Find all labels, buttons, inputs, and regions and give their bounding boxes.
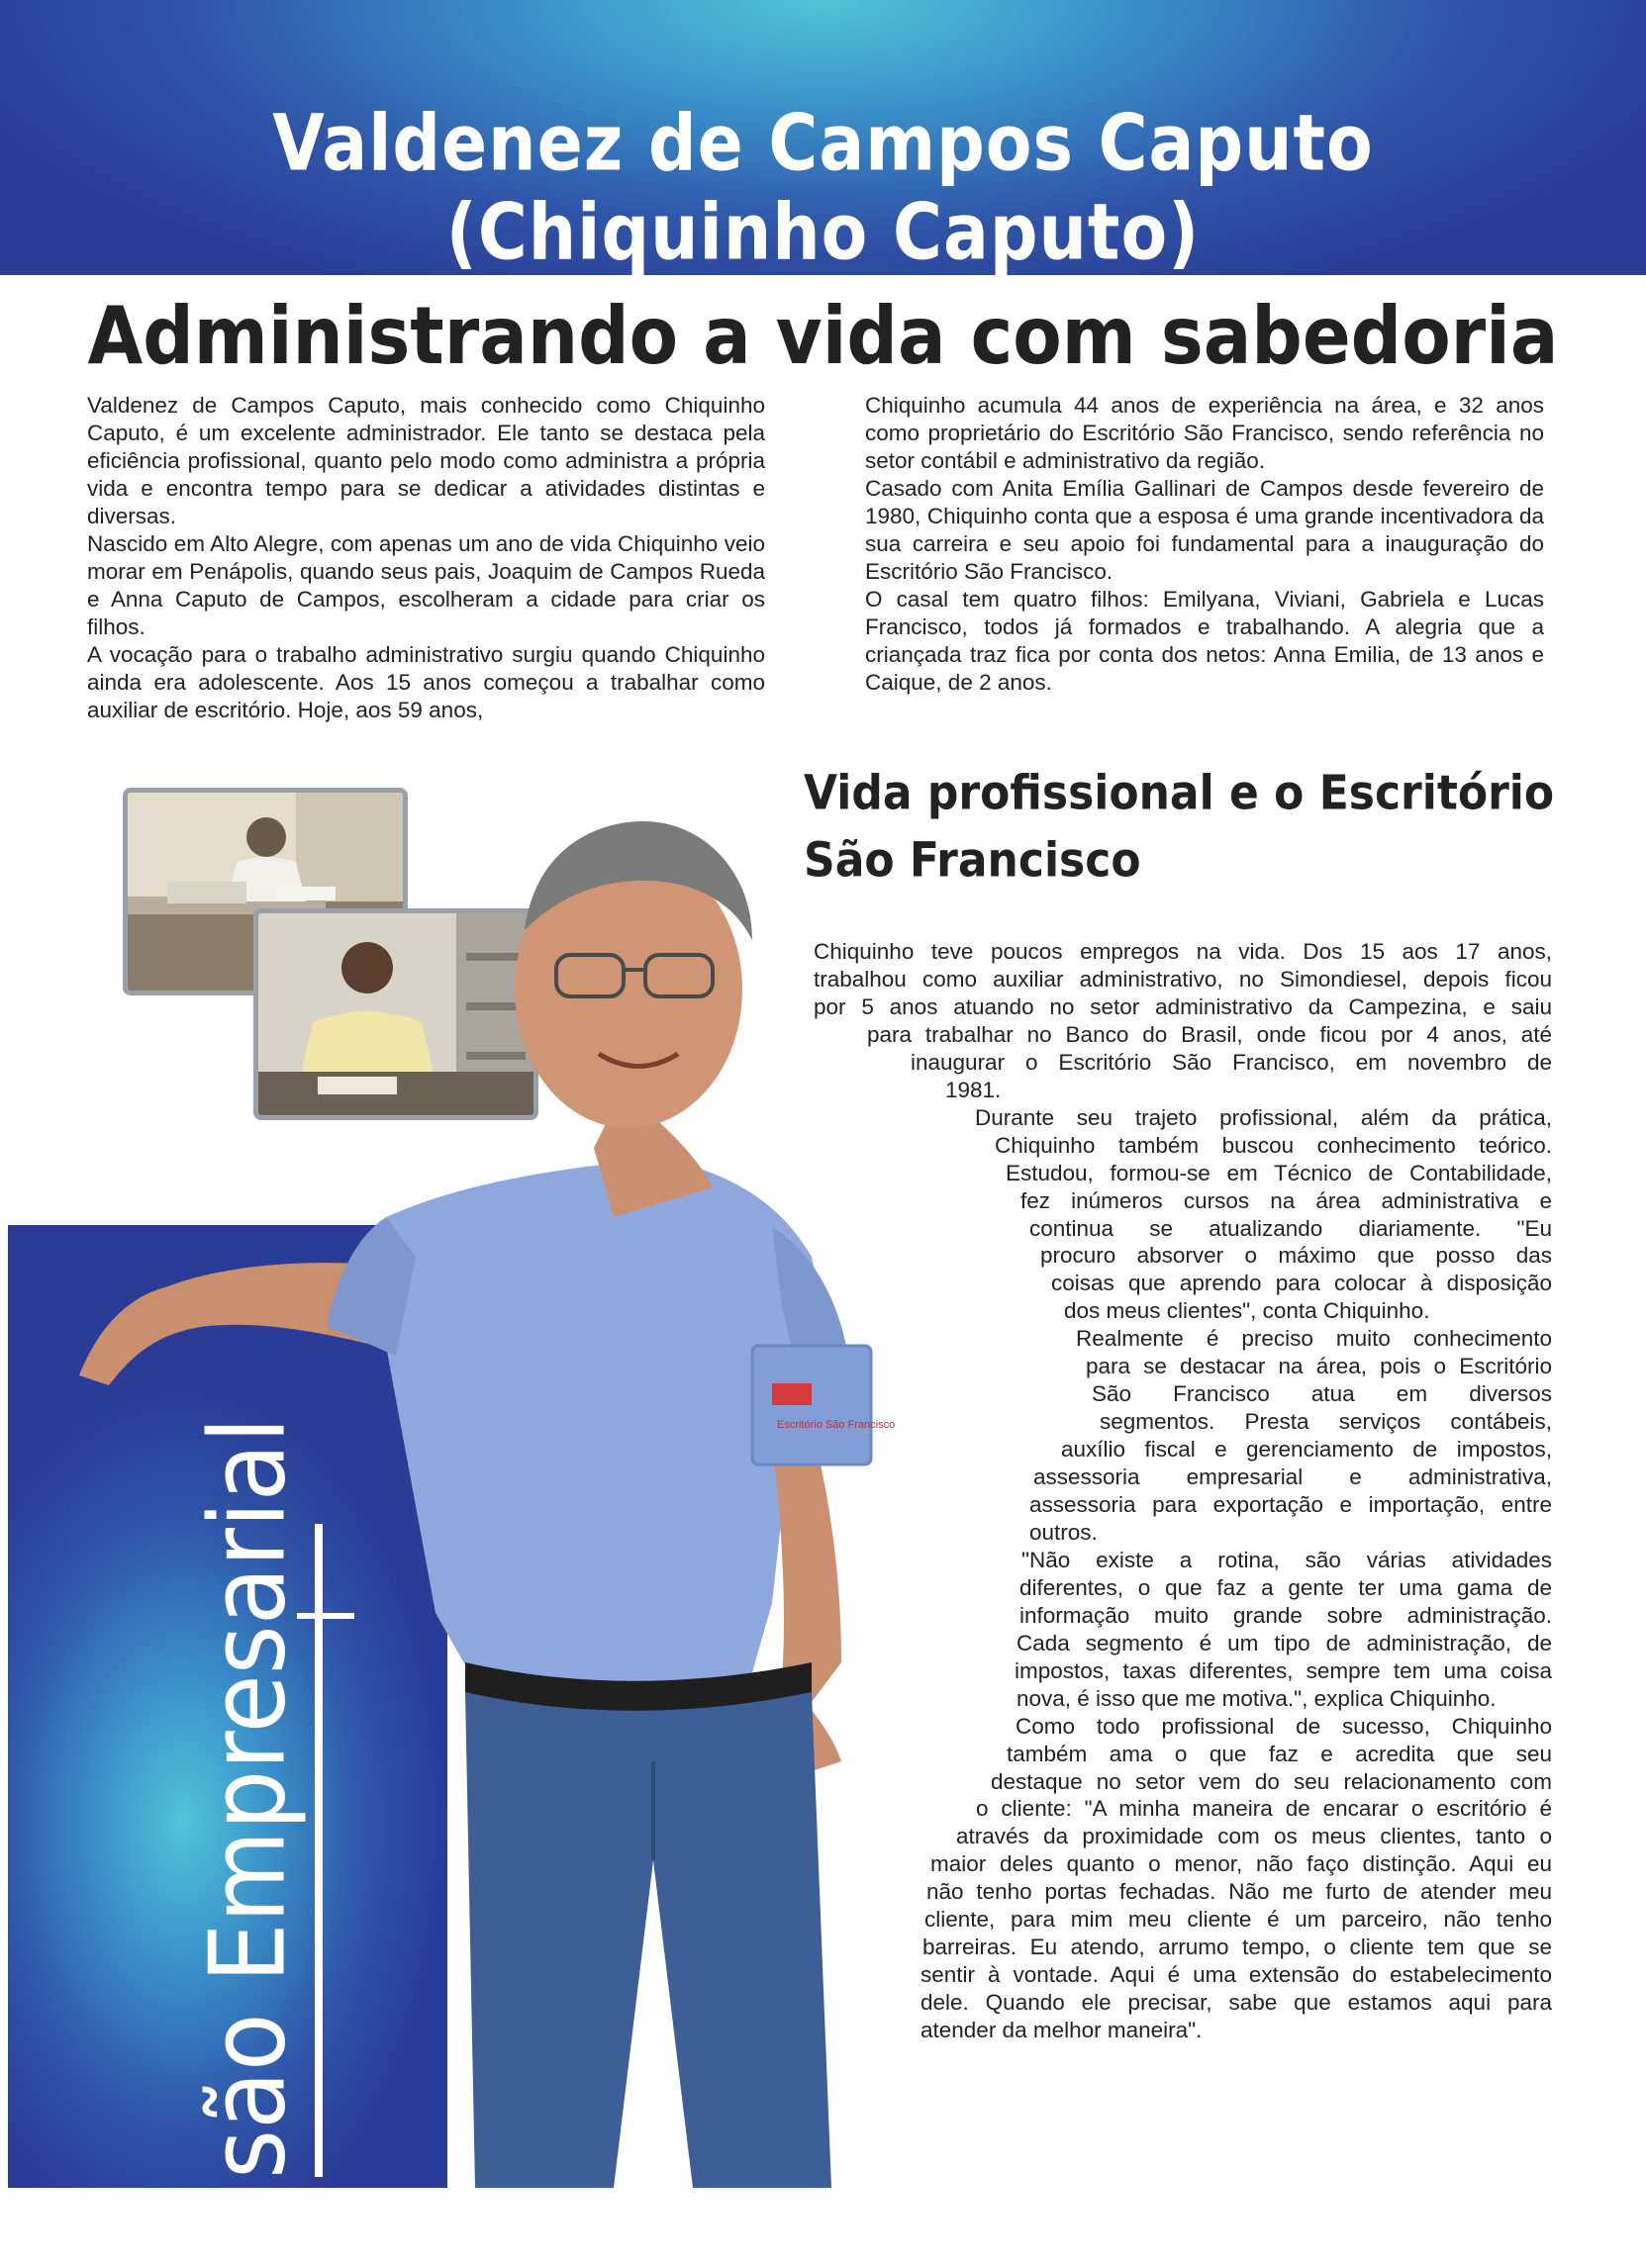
body-line: diferentes, o que faz a gente ter uma gama de [1019, 1574, 1552, 1600]
body-line: Durante seu trajeto profissional, além da prática, [975, 1104, 1552, 1130]
body-line: São Francisco atua em diversos [1092, 1381, 1552, 1407]
body-line: procuro absorver o máximo que posso das [1040, 1243, 1552, 1269]
paragraph: Valdenez de Campos Caputo, mais conhecido como Chiquinho Caputo, é um excelente administrador. Ele tanto se destaca pela eficiência profissional, quanto pelo modo como administra a própria vida e encontra tempo para se dedicar a atividades distintas e diversas. [87, 393, 765, 528]
body-line: continua se atualizando diariamente. "Eu [1029, 1215, 1552, 1241]
body-line: atender da melhor maneira". [920, 2018, 1203, 2043]
body-line: maior deles quanto o menor, não faço distinção. Aqui eu [930, 1851, 1552, 1877]
body-line: por 5 anos atuando no setor administrativo da Campezina, e saiu [814, 993, 1552, 1019]
paragraph: Chiquinho acumula 44 anos de experiência na área, e 32 anos como proprietário do Escritório São Francisco, sendo referência no setor contábil e administrativo da região. [865, 393, 1544, 473]
headline: Administrando a vida com sabedoria [87, 289, 1559, 383]
body-line: segmentos. Presta serviços contábeis, [1100, 1409, 1552, 1435]
body-line: Estudou, formou-se em Técnico de Contabilidade, [1006, 1160, 1552, 1185]
body-line: sentir à vontade. Aqui é uma extensão do estabelecimento [920, 1962, 1552, 1988]
body-line: cliente, para mim meu cliente é um parceiro, não tenho [924, 1907, 1552, 1933]
body-line: o cliente: "A minha maneira de encarar o escritório é [976, 1796, 1552, 1822]
paragraph: Nascido em Alto Alegre, com apenas um ano de vida Chiquinho veio morar em Penápolis, quando seus pais, Joaquim de Campos Rueda e Anna Caputo de Campos, escolheram a cidade para criar os filhos. [87, 531, 765, 639]
section-title: Vida profissional e o Escritório São Francisco [804, 765, 1555, 889]
title-line-2: (Chiquinho Caputo) [445, 188, 1201, 278]
body-line: nova, é isso que me motiva.", explica Chiquinho. [1017, 1685, 1497, 1711]
body-line: Chiquinho teve poucos empregos na vida. Dos 15 aos 17 anos, [814, 939, 1552, 964]
body-line: destaque no setor vem do seu relacionamento com [991, 1768, 1552, 1794]
body-line: dos meus clientes", conta Chiquinho. [1064, 1298, 1430, 1324]
body-line: 1981. [945, 1077, 1002, 1102]
title-line-1: Valdenez de Campos Caputo [272, 99, 1374, 189]
body-line: Como todo profissional de sucesso, Chiquinho [1016, 1713, 1552, 1739]
body-line: dele. Quando ele precisar, sabe que estamos aqui para [920, 1990, 1552, 2016]
body-line: impostos, taxas diferentes, sempre tem uma coisa [1015, 1657, 1552, 1683]
body-line: também ama o que faz e acredita que seu [1007, 1741, 1552, 1766]
body-line: outros. [1029, 1519, 1098, 1545]
body-line: "Não existe a rotina, são várias atividades [1021, 1547, 1552, 1572]
body-line: Realmente é preciso muito conhecimento [1076, 1326, 1552, 1352]
body-line: inaugurar o Escritório São Francisco, em novembro de [911, 1049, 1552, 1075]
paragraph: O casal tem quatro filhos: Emilyana, Viviani, Gabriela e Lucas Francisco, todos já formados e trabalhando. A alegria que a criançada traz fica por conta dos netos: Anna Emilia, de 13 anos e Caique, de 2 anos. [865, 587, 1544, 695]
body-line: Cada segmento é um tipo de administração, de [1017, 1630, 1552, 1655]
body-line: barreiras. Eu atendo, arrumo tempo, o cliente tem que se [922, 1935, 1552, 1960]
body-line: para se destacar na área, pois o Escritório [1086, 1354, 1552, 1379]
body-line: trabalhou como auxiliar administrativo, no Simondiesel, depois ficou [814, 966, 1552, 992]
body-line: assessoria para exportação e importação, entre [1029, 1492, 1552, 1517]
body-line: fez inúmeros cursos na área administrativa e [1020, 1187, 1552, 1213]
intro-column-right [865, 392, 1544, 697]
body-line: não tenho portas fechadas. Não me furto de atender meu [926, 1879, 1552, 1905]
section-label-vertical: Visão Empresarial [186, 1416, 309, 2268]
body-line: Chiquinho também buscou conhecimento teórico. [995, 1132, 1552, 1158]
body-line: coisas que aprendo para colocar à disposição [1051, 1271, 1552, 1296]
paragraph: Casado com Anita Emília Gallinari de Campos desde fevereiro de 1980, Chiquinho conta que a esposa é uma grande incentivadora da sua carreira e seu apoio foi fundamental para a inauguração do Escritório São Francisco. [865, 476, 1544, 584]
body-line: através da proximidade com os meus clientes, tanto o [956, 1824, 1552, 1849]
body-line: informação muito grande sobre administração. [1019, 1602, 1552, 1628]
paragraph: A vocação para o trabalho administrativo surgiu quando Chiquinho ainda era adolescente. Aos 15 anos começou a trabalhar como auxiliar de escritório. Hoje, aos 59 anos, [87, 642, 765, 722]
body-line: assessoria empresarial e administrativa, [1033, 1465, 1552, 1490]
body-line: para trabalhar no Banco do Brasil, onde ficou por 4 anos, até [867, 1021, 1552, 1047]
intro-column-left [87, 392, 765, 724]
shirt-logo-text: Escritório São Francisco [777, 1419, 896, 1431]
body-line: auxílio fiscal e gerenciamento de impostos, [1061, 1437, 1552, 1463]
